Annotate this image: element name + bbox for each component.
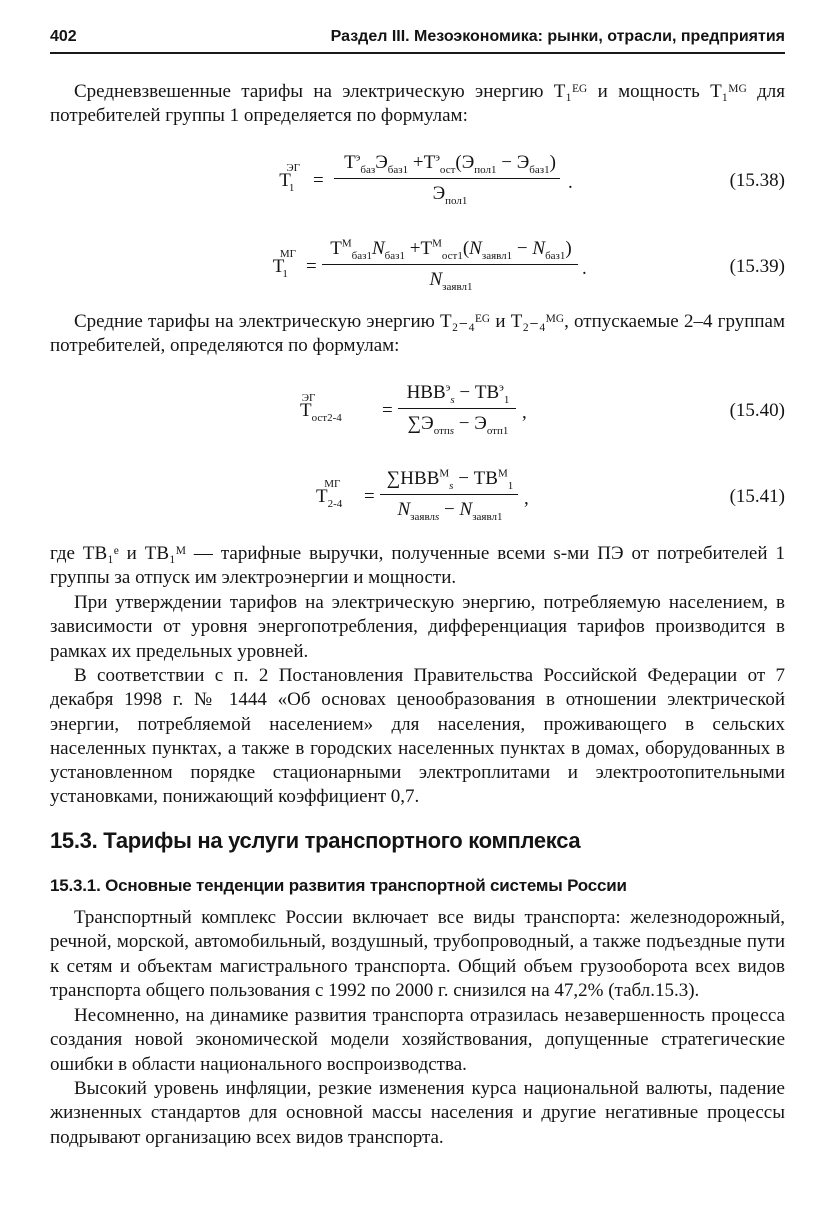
equation-lhs: $Т_1^{ЭГ}$ — [279, 161, 300, 194]
equation-15-39 — [0, 232, 829, 302]
paragraph-intro-group1: Средневзвешенные тарифы на электрическую энергию Т₁ᴱᴳ и мощность Т₁ᴹᴳ для потребителей группы 1 определяется по формулам: — [50, 81, 785, 127]
equation-lhs: $Т_{2-4}^{МГ}$ — [316, 477, 343, 510]
equation-period: . — [582, 258, 587, 279]
equation-number: (15.38) — [729, 170, 785, 191]
equation-numerator: $Т^М_{баз1}N_{баз1} +Т^М_{ост1}(N_{заявл1} - N_{баз1})$ — [330, 237, 572, 262]
equation-lhs: $Т_{ост2-4}^{ЭГ}$ — [300, 391, 342, 424]
equation-lhs: $Т_1^{МГ}$ — [272, 247, 296, 280]
equation-numerator: $Т^э_{баз}Э_{баз1} +Т^э_{ост}(Э_{пол1} - Э_{баз1})$ — [344, 151, 556, 176]
fraction-bar — [334, 178, 560, 179]
equation-equals: = — [382, 400, 393, 421]
subsection-heading: 15.3.1. Основные тенденции развития транспортной системы России — [50, 876, 627, 895]
equation-number: (15.41) — [729, 486, 785, 507]
paragraph-intro-groups-2-4: Средние тарифы на электрическую энергию Т₂₋₄ᴱᴳ и Т₂₋₄ᴹᴳ, отпускаемые 2–4 группам потребителей, определяются по формулам: — [50, 311, 785, 357]
running-header — [50, 28, 785, 52]
paragraph-inflation: Высокий уровень инфляции, резкие изменения курса национальной валюты, падение жизненных стандартов для основной массы населения и другие негативные процессы подрывают организацию всех видов транспорта. — [50, 1078, 785, 1148]
paragraph-dynamics: Несомненно, на динамике развития транспорта отразилась незавершенность процесса создания новой экономической модели хозяйствования, допущенные стратегические ошибки в области национального воспроизводства. — [50, 1005, 785, 1075]
fraction-bar — [322, 264, 578, 265]
paragraph-resolution: В соответствии с п. 2 Постановления Правительства Российской Федерации от 7 декабря 1998 г. № 1444 «Об основах ценообразования в отношении электрической энергии, потребляемой населением» для населения, проживающего в сельских населенных пунктах, а также в городских населенных пунктах в домах, оборудованных в установленном порядке стационарными электроплитами и электроотопительными установками, понижающий коэффициент 0,7. — [50, 665, 785, 808]
running-title: Раздел III. Мезоэкономика: рынки, отрасли, предприятия — [330, 28, 785, 45]
equation-comma: , — [524, 488, 529, 509]
paragraph-transport-complex: Транспортный комплекс России включает все виды транспорта: железнодорожный, речной, морской, автомобильный, воздушный, трубопроводный, а также подъездные пути к сетям и объектам магистрального транспорта. Общий объем грузооборота всех видов транспорта общего пользования с 1992 по 2000 г. снизился на 47,2% (табл.15.3). — [50, 907, 785, 1001]
fraction-bar — [398, 408, 516, 409]
equation-equals: = — [313, 170, 324, 191]
header-rule — [50, 52, 785, 54]
equation-15-38 — [0, 146, 829, 216]
equation-comma: , — [522, 402, 527, 423]
equation-numerator: $\sum НВВ^М_s - ТВ^М_1$ — [386, 467, 514, 492]
equation-period: . — [568, 172, 573, 193]
equation-denominator: $\sum Э_{отпs} - Э_{отп1}$ — [407, 413, 509, 437]
equation-denominator: $N_{заявл1}$ — [429, 269, 473, 293]
equation-equals: = — [306, 256, 317, 277]
page-number: 402 — [50, 28, 77, 45]
equation-denominator: $Э_{пол1}$ — [432, 183, 468, 207]
fraction-bar — [380, 494, 518, 495]
equation-number: (15.40) — [729, 400, 785, 421]
equation-15-41 — [0, 462, 829, 532]
equation-denominator: $N_{заявлs} - N_{заявл1}$ — [397, 499, 503, 523]
section-heading: 15.3. Тарифы на услуги транспортного комплекса — [50, 828, 581, 853]
equation-numerator: $НВВ^э_s - ТВ^э_1$ — [406, 381, 510, 406]
equation-equals: = — [364, 486, 375, 507]
equation-15-40 — [0, 376, 829, 446]
paragraph-where: где ТВ₁ᵉ и ТВ₁ᴹ — тарифные выручки, полученные всеми s-ми ПЭ от потребителей 1 группы за отпуск им электроэнергии и мощности. — [50, 543, 785, 589]
equation-number: (15.39) — [729, 256, 785, 277]
paragraph-differentiation: При утверждении тарифов на электрическую энергию, потребляемую населением, в зависимости от уровня энергопотребления, дифференциация тарифов производится в рамках их предельных уровней. — [50, 592, 785, 662]
